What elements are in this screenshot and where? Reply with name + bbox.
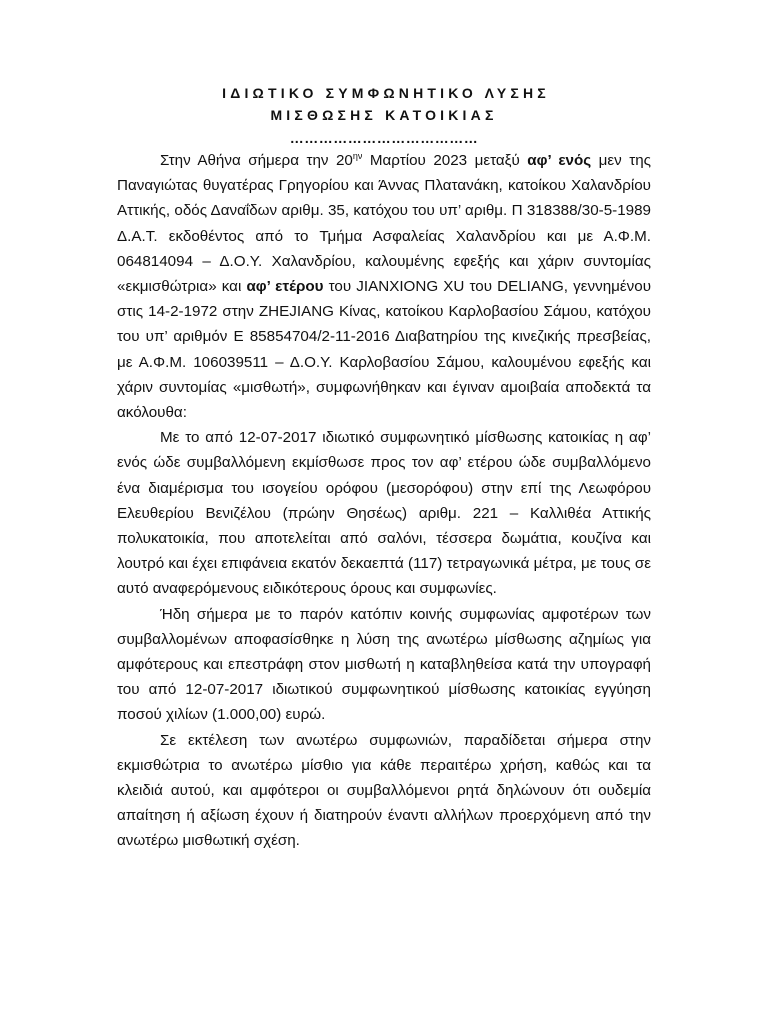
p1-text-a: Στην Αθήνα σήμερα την 20 <box>160 152 353 169</box>
paragraph-lease-description: Με το από 12-07-2017 ιδιωτικό συμφωνητικό μίσθωσης κατοικίας η αφ’ ενός ώδε συμβαλλόμενη εκμίσθωσε προς τον αφ’ ετέρου ώδε συμβαλλόμενο ένα διαμέρισμα του ισογείου ορόφου (μεσορόφου) στην επί της Λεωφόρου Ελευθερίου Βενιζέλου (πρώην Θησέως) αριθμ. 221 – Καλλιθέα Αττικής πολυκατοικία, που αποτελείται από σαλόνι, τέσσερα δωμάτια, κουζίνα και λουτρό και έχει επιφάνεια εκατόν δεκαεπτά (117) τετραγωνικά μέτρα, με τους σε αυτό αναφερόμενους ειδικότερους όρους και συμφωνίες. <box>117 429 651 598</box>
title-separator: ………………………………… <box>289 130 479 146</box>
paragraph-termination: Ήδη σήμερα με το παρόν κατόπιν κοινής συμφωνίας αμφοτέρων των συμβαλλομένων αποφασίσθηκε η λύση της ανωτέρω μίσθωσης αζημίως για αμφότερους και επεστράφη στον μισθωτή η καταβληθείσα κατά την υπογραφή του από 12-07-2017 ιδιωτικού συμφωνητικού μίσθωσης κατοικίας εγγύηση ποσού χιλίων (1.000,00) ευρώ. <box>117 605 651 724</box>
paragraph-handover: Σε εκτέλεση των ανωτέρω συμφωνιών, παραδίδεται σήμερα στην εκμισθώτρια το ανωτέρω μίσθιο για κάθε περαιτέρω χρήση, καθώς και τα κλειδιά αυτού, και αμφότεροι οι συμβαλλόμενοι ρητά δηλώνουν ότι ουδεμία απαίτηση ή αξίωση έχουν ή διατηρούν έναντι αλλήλων προερχόμενη από την ανωτέρω μισθωτική σχέση. <box>117 731 651 850</box>
paragraph-parties <box>117 148 651 425</box>
p1-bold-second-party: αφ’ ετέρου <box>246 278 324 296</box>
p1-superscript: ην <box>352 150 363 161</box>
p1-bold-first-party: αφ’ ενός <box>527 152 592 169</box>
p1-text-b: Μαρτίου 2023 μεταξύ <box>362 152 528 169</box>
document-page <box>117 82 651 854</box>
p1-text-f: του JIANXIONG XU του DELIANG, γεννημένου στις 14-2-1972 στην ZHEJIANG Κίνας, κατοίκου Καρλοβασίου Σάμου, κατόχου του υπ’ αριθμόν Ε 85854704/2-11-2016 Διαβατηρίου της κινεζικής πρεσβείας, με Α.Φ.Μ. 106039511 – Δ.Ο.Υ. Καρλοβασίου Σάμου, καλουμένου εφεξής και χάριν συντομίας «μισθωτή», συμφωνήθηκαν και έγιναν αμοιβαία αποδεκτά τα ακόλουθα: <box>117 278 652 422</box>
document-title-line-2: ΜΙΣΘΩΣΗΣ ΚΑΤΟΙΚΙΑΣ <box>270 107 498 123</box>
document-title-line-1: ΙΔΙΩΤΙΚΟ ΣΥΜΦΩΝΗΤΙΚΟ ΛΥΣΗΣ <box>222 85 550 101</box>
p1-text-d: μεν της Παναγιώτας θυγατέρας Γρηγορίου και Άννας Πλατανάκη, κατοίκου Χαλανδρίου Αττικής, οδός Δαναΐδων αριθμ. 35, κατόχου του υπ’ αριθμ. Π 318388/30-5-1989 Δ.Α.Τ. εκδοθέντος από το Τμήμα Ασφαλείας Χαλανδρίου και με Α.Φ.Μ. 064814094 – Δ.Ο.Υ. Χαλανδρίου, καλουμένης εφεξής και χάριν συντομίας «εκμισθώτρια» και <box>117 152 651 296</box>
